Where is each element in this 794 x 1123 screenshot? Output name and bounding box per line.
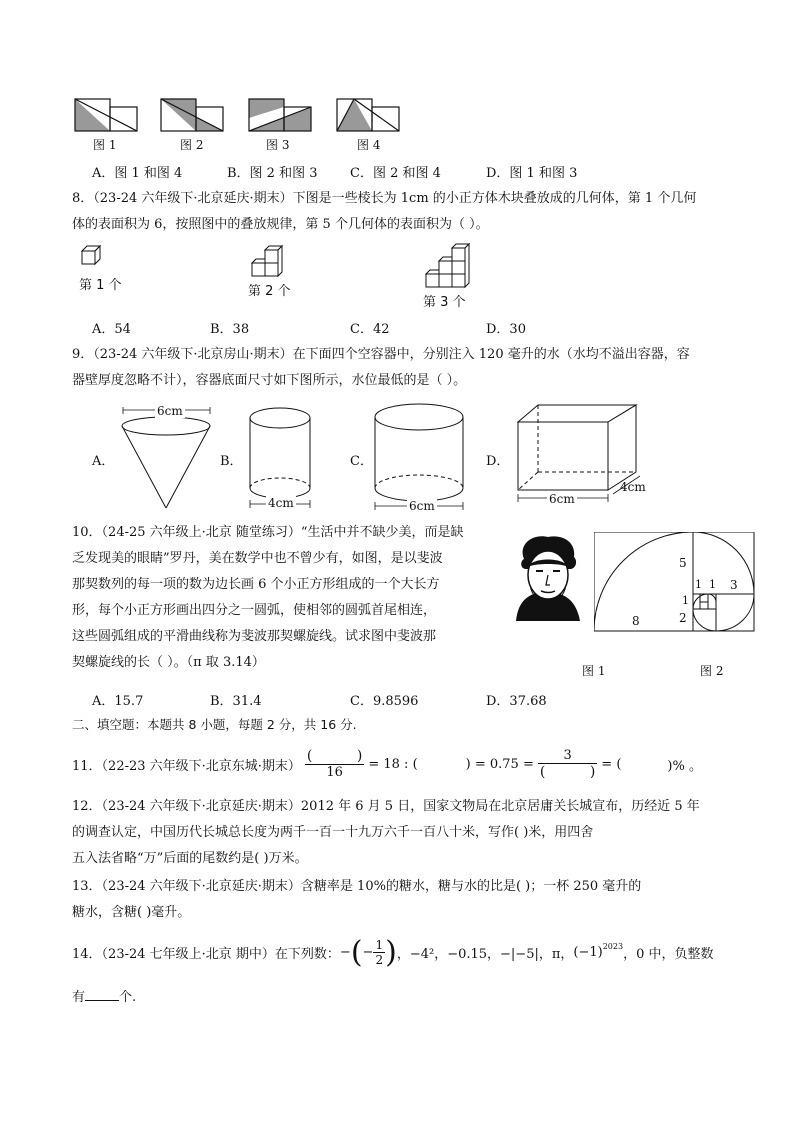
- q8-option-a[interactable]: A．54: [92, 322, 131, 337]
- q14-question-line-2: [72, 986, 136, 1005]
- q7-figure-3: [248, 98, 312, 136]
- q8-question-line-2: 体的表面积为 6，按照图中的叠放规律，第 5 个几何体的表面积为（ ）。: [72, 217, 489, 232]
- q10-option-d[interactable]: D．37.68: [486, 694, 547, 709]
- q9-wide-cylinder-dim: 6cm: [409, 499, 435, 513]
- q14-power-base: (−1): [573, 944, 603, 960]
- q8-option-d[interactable]: D．30: [486, 322, 526, 337]
- q11-eq-3: = (: [601, 756, 622, 772]
- q10-question-line-5: 这些圆弧组成的平滑曲线称为斐波那契螺旋线。试求图中斐波那: [72, 629, 437, 644]
- q12-question-line-3: 五入法省略“万”后面的尾数约是( )万米。: [72, 851, 308, 866]
- q9-narrow-cylinder-dim: 4cm: [268, 496, 294, 510]
- q11-prefix: 11．（22-23 六年级下·北京东城·期末）: [72, 758, 301, 774]
- q12-question-line-2: 的调查认定，中国历代长城总长度为两千一百一十九万六千一百八十米，写作( )米，用四舍: [72, 825, 594, 840]
- q13-question-line-2: 糖水，含糖( )毫升。: [72, 905, 191, 920]
- q10-fig-label-1: 图 1: [582, 664, 606, 678]
- q9-cuboid-length-dim: 6cm: [549, 492, 575, 506]
- section-2-title: 二、填空题：本题共 8 小题，每题 2 分，共 16 分.: [72, 717, 357, 732]
- q10-portrait-image: [506, 535, 592, 625]
- q14-answer-blank[interactable]: [85, 987, 119, 1001]
- q7-option-b[interactable]: B．图 2 和图 3: [227, 166, 318, 181]
- q8-fig-label-1: 第 1 个: [79, 278, 122, 293]
- q9-option-d[interactable]: D．: [486, 454, 510, 469]
- q14-power-exp: 2023: [602, 941, 624, 951]
- q8-figure-2-cubes: [250, 244, 284, 282]
- q14-neg-half: − ( − $\frac{1}{2}$ ): [339, 934, 397, 970]
- q10-question-line-2: 乏发现美的眼睛”罗丹，美在数学中也不曾少有，如图，是以斐波: [72, 551, 443, 566]
- q8-option-b[interactable]: B．38: [210, 322, 250, 337]
- q10-square-label-5: 5: [679, 556, 687, 570]
- q11-eq-4: )% 。: [667, 758, 702, 774]
- q7-figure-2: [160, 98, 224, 136]
- q7-option-d[interactable]: D．图 1 和图 3: [486, 166, 578, 181]
- q8-figure-1-cube: [80, 244, 102, 270]
- q8-question-line-1: 8．（23-24 六年级下·北京延庆·期末）下图是一些棱长为 1cm 的小正方体木块叠放成的几何体，第 1 个几何: [72, 191, 697, 206]
- q14-line2-prefix: 有: [72, 990, 86, 1005]
- q8-figure-3-cubes: [424, 242, 470, 294]
- q11-eq-2: ) = 0.75 =: [465, 756, 534, 772]
- q10-fig-label-2: 图 2: [700, 664, 724, 678]
- q10-question-line-6: 契螺旋线的长（ ）。（π 取 3.14）: [72, 655, 265, 670]
- q10-option-c[interactable]: C．9.8596: [350, 694, 419, 709]
- q11-question: [72, 744, 702, 784]
- q11-blank-1[interactable]: ( ): [306, 748, 363, 764]
- q8-option-c[interactable]: C．42: [350, 322, 390, 337]
- q10-square-label-1c: 1: [682, 594, 689, 607]
- q7-fig-label-4: 图 4: [357, 138, 381, 152]
- q9-cone-dim: 6cm: [157, 404, 183, 418]
- q8-fig-label-3: 第 3 个: [423, 295, 466, 310]
- q11-blank-3[interactable]: ( ): [539, 764, 596, 780]
- q7-fig-label-3: 图 3: [266, 138, 290, 152]
- q10-square-label-3: 3: [730, 578, 738, 592]
- q11-eq-1: = 18 : (: [368, 756, 418, 772]
- q9-question-line-2: 器壁厚度忽略不计），容器底面尺寸如下图所示，水位最低的是（ ）。: [72, 373, 467, 388]
- q14-question-line-1: [72, 932, 713, 972]
- q10-option-a[interactable]: A．15.7: [92, 694, 144, 709]
- q7-option-c[interactable]: C．图 2 和图 4: [350, 166, 441, 181]
- q11-numerator-3: 3: [538, 748, 597, 764]
- q9-option-a[interactable]: A．: [92, 454, 115, 469]
- q12-question-line-1: 12．（23-24 六年级下·北京延庆·期末）2012 年 6 月 5 日，国家文物局在北京居庸关长城宣布，历经近 5 年: [72, 799, 700, 814]
- q7-fig-label-2: 图 2: [180, 138, 204, 152]
- q10-square-label-2: 2: [679, 611, 687, 625]
- q9-cuboid-width-dim: 4cm: [620, 480, 646, 494]
- q9-option-c[interactable]: C．: [350, 454, 373, 469]
- q10-question-line-3: 那契数列的每一项的数为边长画 6 个小正方形组成的一个大长方: [72, 577, 440, 592]
- q10-square-label-1a: 1: [695, 578, 702, 591]
- q14-items: ，−4²，−0.15，−|−5|，π，: [396, 946, 574, 962]
- q10-question-line-4: 形，每个小正方形画出四分之一圆弧，使相邻的圆弧首尾相连，: [72, 603, 437, 618]
- q7-option-a[interactable]: A．图 1 和图 4: [92, 166, 183, 181]
- q14-suffix: ，0 中，负整数: [623, 946, 714, 962]
- q13-question-line-1: 13．（23-24 六年级下·北京延庆·期末）含糖率是 10%的糖水，糖与水的比是( )；一杯 250 毫升的: [72, 879, 642, 894]
- q7-figure-4: [336, 98, 400, 136]
- q9-cone-figure: [118, 404, 218, 518]
- q10-question-line-1: 10．（24-25 六年级上·北京 随堂练习）“生活中并不缺少美，而是缺: [72, 525, 464, 540]
- q10-square-label-8: 8: [632, 614, 640, 628]
- q14-prefix: 14．（23-24 七年级上·北京 期中）在下列数：: [72, 946, 340, 962]
- q14-line2-suffix: 个.: [119, 990, 137, 1005]
- q11-denominator: 16: [326, 765, 343, 780]
- q7-fig-label-1: 图 1: [93, 138, 117, 152]
- q11-fraction-2: [538, 748, 597, 780]
- q10-option-b[interactable]: B．31.4: [210, 694, 262, 709]
- q8-fig-label-2: 第 2 个: [248, 284, 291, 299]
- q9-question-line-1: 9．（23-24 六年级下·北京房山·期末）在下面四个空容器中，分别注入 120 毫升的水（水均不溢出容器，容: [72, 347, 690, 362]
- q10-square-label-1b: 1: [709, 578, 716, 591]
- q9-option-b[interactable]: B．: [220, 454, 243, 469]
- q7-figure-1: [74, 98, 138, 136]
- q11-fraction-1: [305, 748, 364, 780]
